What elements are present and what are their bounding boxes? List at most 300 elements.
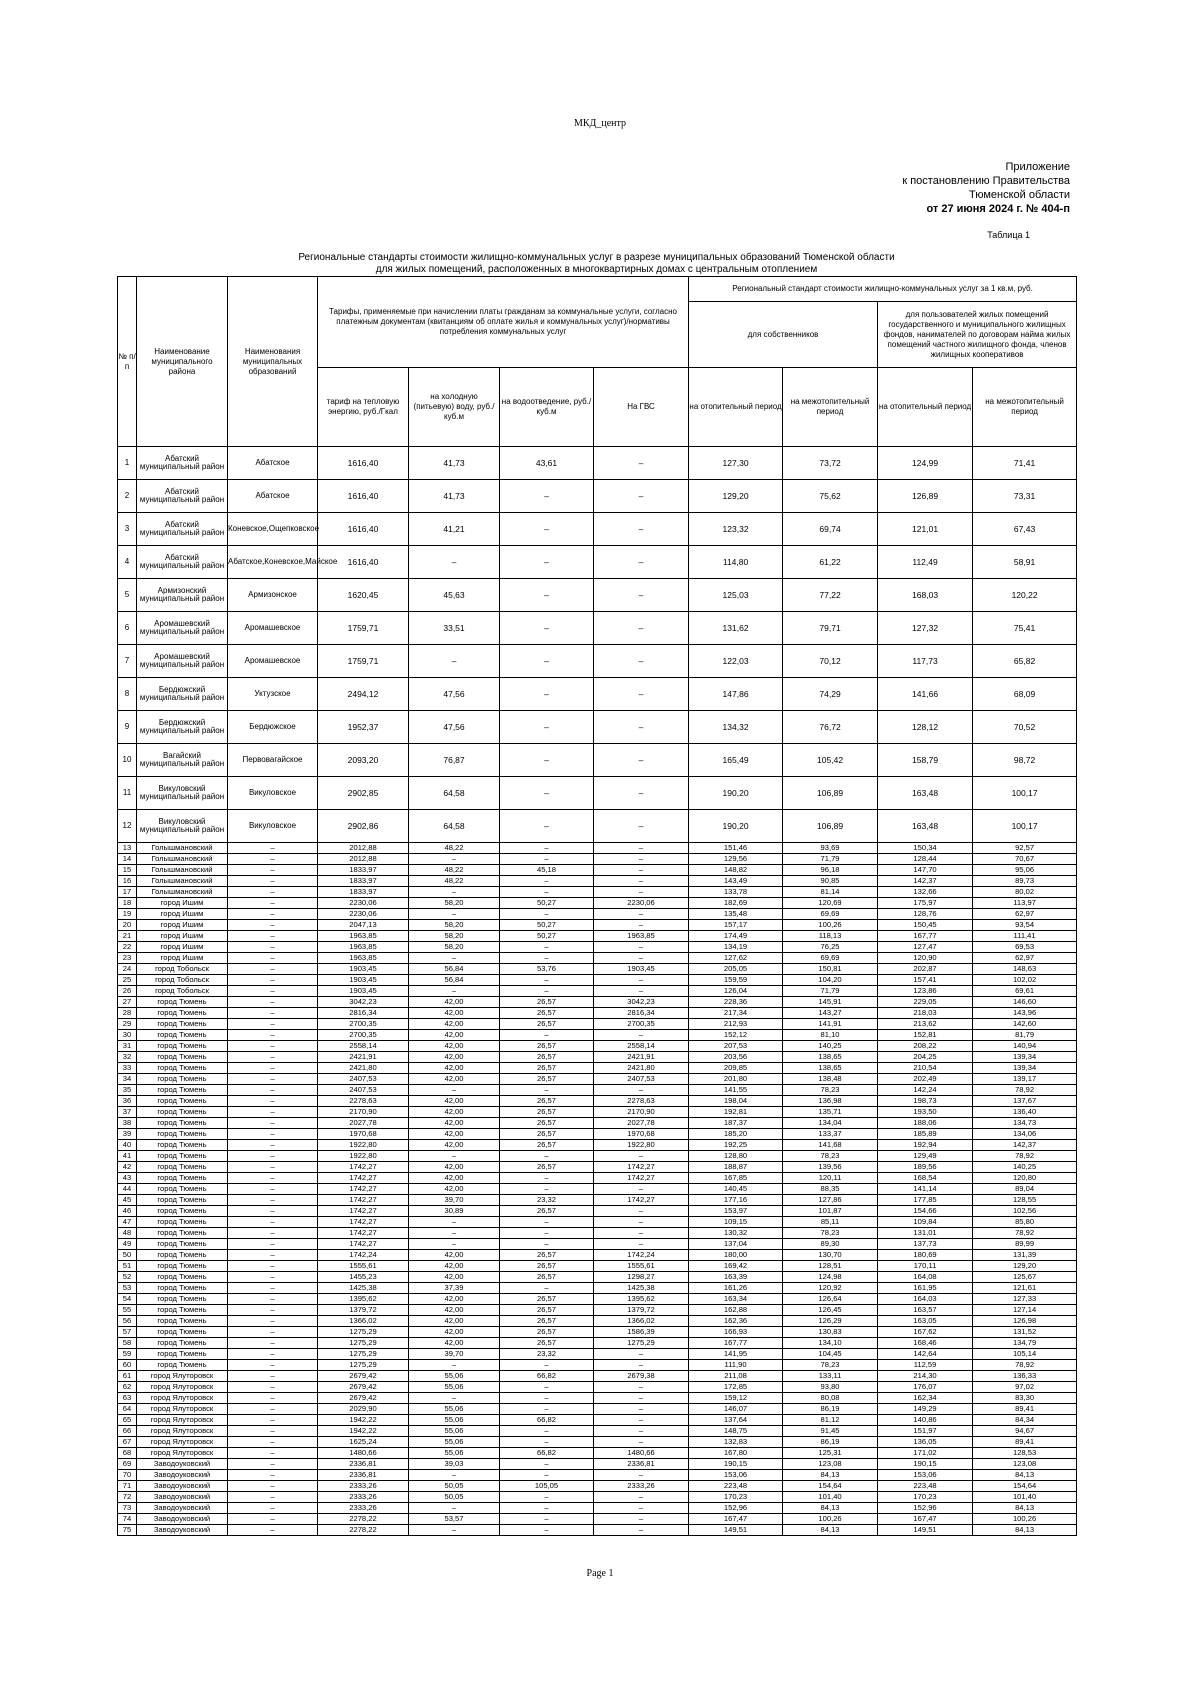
cell-owner-nonheating: 76,72 bbox=[783, 711, 878, 744]
cell-heat: 1742,27 bbox=[318, 1162, 409, 1173]
cell-owner-nonheating: 93,80 bbox=[783, 1382, 878, 1393]
cell-owner-nonheating: 127,86 bbox=[783, 1195, 878, 1206]
cell-num: 68 bbox=[118, 1448, 137, 1459]
cell-num: 36 bbox=[118, 1096, 137, 1107]
cell-hot-water: 1275,29 bbox=[594, 1338, 689, 1349]
cell-heat: 1616,40 bbox=[318, 513, 409, 546]
cell-heat: 1903,45 bbox=[318, 975, 409, 986]
cell-formation: – bbox=[228, 1349, 318, 1360]
cell-tenant-heating: 151,97 bbox=[878, 1426, 973, 1437]
cell-tenant-nonheating: 127,14 bbox=[973, 1305, 1077, 1316]
cell-num: 28 bbox=[118, 1008, 137, 1019]
cell-district: город Тюмень bbox=[137, 997, 228, 1008]
cell-heat: 1275,29 bbox=[318, 1349, 409, 1360]
cell-tenant-heating: 120,90 bbox=[878, 953, 973, 964]
cell-heat: 3042,23 bbox=[318, 997, 409, 1008]
cell-cold-water: 42,00 bbox=[409, 1316, 500, 1327]
cell-formation: Бердюжское bbox=[228, 711, 318, 744]
cell-owner-nonheating: 143,27 bbox=[783, 1008, 878, 1019]
cell-owner-heating: 207,53 bbox=[689, 1041, 783, 1052]
cell-num: 19 bbox=[118, 909, 137, 920]
cell-formation: – bbox=[228, 1206, 318, 1217]
cell-heat: 1759,71 bbox=[318, 645, 409, 678]
cell-cold-water: – bbox=[409, 1228, 500, 1239]
cell-drainage: 26,57 bbox=[500, 1052, 594, 1063]
cell-hot-water: 1963,85 bbox=[594, 931, 689, 942]
page-footer: Page 1 bbox=[586, 1568, 614, 1579]
cell-tenant-nonheating: 84,34 bbox=[973, 1415, 1077, 1426]
cell-heat: 1742,24 bbox=[318, 1250, 409, 1261]
cell-tenant-heating: 117,73 bbox=[878, 645, 973, 678]
cell-heat: 1742,27 bbox=[318, 1195, 409, 1206]
cell-tenant-nonheating: 73,31 bbox=[973, 480, 1077, 513]
cell-tenant-heating: 163,57 bbox=[878, 1305, 973, 1316]
cell-tenant-heating: 192,94 bbox=[878, 1140, 973, 1151]
cell-formation: – bbox=[228, 1195, 318, 1206]
table-row bbox=[118, 810, 1077, 843]
cell-heat: 1275,29 bbox=[318, 1338, 409, 1349]
cell-owner-heating: 223,48 bbox=[689, 1481, 783, 1492]
cell-tenant-nonheating: 100,26 bbox=[973, 1514, 1077, 1525]
cell-owner-nonheating: 71,79 bbox=[783, 986, 878, 997]
cell-owner-heating: 137,64 bbox=[689, 1415, 783, 1426]
cell-tenant-nonheating: 142,60 bbox=[973, 1019, 1077, 1030]
appendix-line-4: от 27 июня 2024 г. № 404-п bbox=[926, 203, 1070, 215]
cell-tenant-nonheating: 89,73 bbox=[973, 876, 1077, 887]
cell-heat: 2230,06 bbox=[318, 898, 409, 909]
cell-formation: – bbox=[228, 931, 318, 942]
cell-cold-water: 42,00 bbox=[409, 1041, 500, 1052]
cell-tenant-nonheating: 142,37 bbox=[973, 1140, 1077, 1151]
cell-num: 43 bbox=[118, 1173, 137, 1184]
cell-tenant-heating: 152,81 bbox=[878, 1030, 973, 1041]
cell-hot-water: 1903,45 bbox=[594, 964, 689, 975]
table-row bbox=[118, 744, 1077, 777]
cell-owner-nonheating: 93,69 bbox=[783, 843, 878, 854]
cell-tenant-heating: 128,44 bbox=[878, 854, 973, 865]
cell-district: город Ишим bbox=[137, 920, 228, 931]
cell-formation: Абатское bbox=[228, 480, 318, 513]
cell-drainage: – bbox=[500, 1173, 594, 1184]
table-row bbox=[118, 887, 1077, 898]
cell-num: 65 bbox=[118, 1415, 137, 1426]
cell-heat: 2170,90 bbox=[318, 1107, 409, 1118]
cell-formation: – bbox=[228, 1459, 318, 1470]
cell-drainage: 26,57 bbox=[500, 1305, 594, 1316]
cell-hot-water: – bbox=[594, 986, 689, 997]
cell-drainage: – bbox=[500, 1239, 594, 1250]
cell-num: 39 bbox=[118, 1129, 137, 1140]
cell-cold-water: 48,22 bbox=[409, 865, 500, 876]
cell-owner-heating: 141,95 bbox=[689, 1349, 783, 1360]
cell-owner-heating: 163,34 bbox=[689, 1294, 783, 1305]
cell-drainage: – bbox=[500, 777, 594, 810]
cell-formation: Аромашевское bbox=[228, 612, 318, 645]
cell-owner-heating: 166,93 bbox=[689, 1327, 783, 1338]
cell-drainage: 26,57 bbox=[500, 1019, 594, 1030]
table-row bbox=[118, 997, 1077, 1008]
cell-drainage: – bbox=[500, 711, 594, 744]
cell-cold-water: 55,06 bbox=[409, 1404, 500, 1415]
col-header-tariffs-group: Тарифы, применяемые при начислении платы гражданам за коммунальные услуги, согласно платежным документам (квитанциям об оплате жилья и коммунальных услуг)/нормативы потребления коммунальных услуг bbox=[318, 277, 689, 368]
cell-hot-water: 1555,61 bbox=[594, 1261, 689, 1272]
table-row bbox=[118, 1371, 1077, 1382]
cell-owner-nonheating: 125,31 bbox=[783, 1448, 878, 1459]
cell-num: 49 bbox=[118, 1239, 137, 1250]
cell-cold-water: 42,00 bbox=[409, 1118, 500, 1129]
cell-drainage: – bbox=[500, 1437, 594, 1448]
cell-owner-nonheating: 126,29 bbox=[783, 1316, 878, 1327]
cell-num: 74 bbox=[118, 1514, 137, 1525]
cell-heat: 2679,42 bbox=[318, 1393, 409, 1404]
cell-hot-water: – bbox=[594, 1206, 689, 1217]
cell-cold-water: 42,00 bbox=[409, 1096, 500, 1107]
cell-tenant-heating: 167,77 bbox=[878, 931, 973, 942]
cell-tenant-nonheating: 78,92 bbox=[973, 1360, 1077, 1371]
cell-tenant-nonheating: 120,80 bbox=[973, 1173, 1077, 1184]
cell-district: Армизонский муниципальный район bbox=[137, 579, 228, 612]
cell-tenant-heating: 127,47 bbox=[878, 942, 973, 953]
cell-tenant-heating: 150,34 bbox=[878, 843, 973, 854]
cell-owner-heating: 149,51 bbox=[689, 1525, 783, 1536]
cell-district: город Тюмень bbox=[137, 1217, 228, 1228]
col-header-tenant-nonheating: на межотопительный период bbox=[973, 368, 1077, 447]
cell-hot-water: 2230,06 bbox=[594, 898, 689, 909]
cell-hot-water: – bbox=[594, 447, 689, 480]
table-row bbox=[118, 1261, 1077, 1272]
cell-cold-water: – bbox=[409, 1239, 500, 1250]
cell-cold-water: 53,57 bbox=[409, 1514, 500, 1525]
cell-district: город Ялуторовск bbox=[137, 1448, 228, 1459]
cell-cold-water: – bbox=[409, 854, 500, 865]
cell-drainage: – bbox=[500, 579, 594, 612]
table-row bbox=[118, 1041, 1077, 1052]
cell-heat: 2700,35 bbox=[318, 1030, 409, 1041]
col-header-num: № п/п bbox=[118, 277, 137, 447]
cell-owner-nonheating: 130,70 bbox=[783, 1250, 878, 1261]
cell-hot-water: – bbox=[594, 876, 689, 887]
cell-heat: 1963,85 bbox=[318, 942, 409, 953]
cell-district: город Тюмень bbox=[137, 1206, 228, 1217]
cell-formation: – bbox=[228, 986, 318, 997]
cell-owner-heating: 131,62 bbox=[689, 612, 783, 645]
cell-cold-water: 42,00 bbox=[409, 1305, 500, 1316]
cell-drainage: – bbox=[500, 975, 594, 986]
cell-formation: – bbox=[228, 1052, 318, 1063]
cell-formation: – bbox=[228, 1283, 318, 1294]
cell-owner-heating: 151,46 bbox=[689, 843, 783, 854]
cell-owner-heating: 205,05 bbox=[689, 964, 783, 975]
table-row bbox=[118, 1195, 1077, 1206]
cell-formation: Уктузское bbox=[228, 678, 318, 711]
cell-tenant-heating: 167,62 bbox=[878, 1327, 973, 1338]
cell-district: город Ишим bbox=[137, 953, 228, 964]
cell-district: город Тюмень bbox=[137, 1327, 228, 1338]
cell-cold-water: 42,00 bbox=[409, 1052, 500, 1063]
cell-owner-nonheating: 100,26 bbox=[783, 920, 878, 931]
cell-tenant-nonheating: 84,13 bbox=[973, 1470, 1077, 1481]
cell-owner-nonheating: 73,72 bbox=[783, 447, 878, 480]
cell-heat: 1942,22 bbox=[318, 1415, 409, 1426]
cell-district: Заводоуковский bbox=[137, 1470, 228, 1481]
cell-heat: 2902,86 bbox=[318, 810, 409, 843]
cell-tenant-heating: 161,95 bbox=[878, 1283, 973, 1294]
cell-tenant-nonheating: 84,13 bbox=[973, 1525, 1077, 1536]
cell-tenant-nonheating: 102,02 bbox=[973, 975, 1077, 986]
cell-owner-nonheating: 78,23 bbox=[783, 1085, 878, 1096]
cell-heat: 1616,40 bbox=[318, 480, 409, 513]
cell-owner-heating: 129,56 bbox=[689, 854, 783, 865]
cell-tenant-heating: 163,48 bbox=[878, 777, 973, 810]
cell-formation: Викуловское bbox=[228, 777, 318, 810]
cell-cold-water: – bbox=[409, 1217, 500, 1228]
cell-owner-nonheating: 86,19 bbox=[783, 1404, 878, 1415]
cell-tenant-nonheating: 139,34 bbox=[973, 1063, 1077, 1074]
cell-district: Голышмановский bbox=[137, 876, 228, 887]
cell-drainage: 66,82 bbox=[500, 1448, 594, 1459]
cell-cold-water: 56,84 bbox=[409, 964, 500, 975]
table-row bbox=[118, 1360, 1077, 1371]
cell-owner-heating: 192,81 bbox=[689, 1107, 783, 1118]
cell-hot-water: 2679,38 bbox=[594, 1371, 689, 1382]
cell-owner-nonheating: 150,81 bbox=[783, 964, 878, 975]
cell-heat: 1922,80 bbox=[318, 1140, 409, 1151]
cell-drainage: 26,57 bbox=[500, 1261, 594, 1272]
cell-formation: – bbox=[228, 953, 318, 964]
cell-num: 57 bbox=[118, 1327, 137, 1338]
cell-drainage: – bbox=[500, 909, 594, 920]
cell-formation: – bbox=[228, 1272, 318, 1283]
cell-heat: 2012,88 bbox=[318, 854, 409, 865]
cell-owner-heating: 146,07 bbox=[689, 1404, 783, 1415]
cell-num: 40 bbox=[118, 1140, 137, 1151]
cell-owner-nonheating: 134,04 bbox=[783, 1118, 878, 1129]
cell-heat: 1759,71 bbox=[318, 612, 409, 645]
table-row bbox=[118, 942, 1077, 953]
cell-owner-nonheating: 139,56 bbox=[783, 1162, 878, 1173]
cell-formation: – bbox=[228, 1184, 318, 1195]
cell-drainage: – bbox=[500, 1503, 594, 1514]
table-row bbox=[118, 546, 1077, 579]
tariff-table bbox=[117, 276, 1077, 1536]
sheet-name-header: МКД_центр bbox=[573, 118, 627, 129]
cell-cold-water: 42,00 bbox=[409, 1019, 500, 1030]
cell-formation: – bbox=[228, 1162, 318, 1173]
table-row bbox=[118, 920, 1077, 931]
table-row bbox=[118, 854, 1077, 865]
cell-tenant-heating: 127,32 bbox=[878, 612, 973, 645]
cell-heat: 1742,27 bbox=[318, 1184, 409, 1195]
cell-district: город Тюмень bbox=[137, 1063, 228, 1074]
cell-hot-water: 1970,68 bbox=[594, 1129, 689, 1140]
cell-tenant-nonheating: 75,41 bbox=[973, 612, 1077, 645]
cell-tenant-nonheating: 68,09 bbox=[973, 678, 1077, 711]
cell-num: 29 bbox=[118, 1019, 137, 1030]
cell-tenant-nonheating: 67,43 bbox=[973, 513, 1077, 546]
cell-hot-water: – bbox=[594, 920, 689, 931]
cell-drainage: – bbox=[500, 1514, 594, 1525]
cell-cold-water: 42,00 bbox=[409, 1074, 500, 1085]
cell-hot-water: – bbox=[594, 1030, 689, 1041]
cell-drainage: 26,57 bbox=[500, 1107, 594, 1118]
cell-drainage: 26,57 bbox=[500, 1008, 594, 1019]
table-row bbox=[118, 777, 1077, 810]
cell-tenant-heating: 168,54 bbox=[878, 1173, 973, 1184]
cell-cold-water: – bbox=[409, 645, 500, 678]
cell-district: Заводоуковский bbox=[137, 1525, 228, 1536]
cell-drainage: 26,57 bbox=[500, 1129, 594, 1140]
cell-drainage: 66,82 bbox=[500, 1415, 594, 1426]
cell-owner-nonheating: 104,45 bbox=[783, 1349, 878, 1360]
cell-heat: 1952,37 bbox=[318, 711, 409, 744]
cell-num: 50 bbox=[118, 1250, 137, 1261]
cell-district: город Ишим bbox=[137, 942, 228, 953]
cell-num: 70 bbox=[118, 1470, 137, 1481]
table-row bbox=[118, 1206, 1077, 1217]
cell-tenant-nonheating: 111,41 bbox=[973, 931, 1077, 942]
cell-hot-water: – bbox=[594, 843, 689, 854]
cell-formation: Абатское,Коневское,Майское bbox=[228, 546, 318, 579]
table-row bbox=[118, 1019, 1077, 1030]
cell-hot-water: – bbox=[594, 887, 689, 898]
cell-drainage: – bbox=[500, 744, 594, 777]
cell-cold-water: – bbox=[409, 1360, 500, 1371]
cell-owner-nonheating: 75,62 bbox=[783, 480, 878, 513]
table-row bbox=[118, 898, 1077, 909]
cell-drainage: 26,57 bbox=[500, 1316, 594, 1327]
cell-hot-water: 1922,80 bbox=[594, 1140, 689, 1151]
cell-tenant-nonheating: 139,17 bbox=[973, 1074, 1077, 1085]
cell-tenant-nonheating: 78,92 bbox=[973, 1085, 1077, 1096]
table-row bbox=[118, 876, 1077, 887]
cell-tenant-nonheating: 92,57 bbox=[973, 843, 1077, 854]
cell-owner-nonheating: 84,13 bbox=[783, 1503, 878, 1514]
cell-hot-water: 1742,27 bbox=[594, 1162, 689, 1173]
table-row bbox=[118, 1294, 1077, 1305]
cell-district: город Тюмень bbox=[137, 1162, 228, 1173]
cell-tenant-heating: 129,49 bbox=[878, 1151, 973, 1162]
cell-drainage: – bbox=[500, 810, 594, 843]
table-row bbox=[118, 1250, 1077, 1261]
cell-heat: 1620,45 bbox=[318, 579, 409, 612]
cell-owner-nonheating: 140,25 bbox=[783, 1041, 878, 1052]
cell-num: 1 bbox=[118, 447, 137, 480]
cell-formation: – bbox=[228, 1030, 318, 1041]
cell-owner-heating: 109,15 bbox=[689, 1217, 783, 1228]
cell-cold-water: 42,00 bbox=[409, 1063, 500, 1074]
cell-drainage: 66,82 bbox=[500, 1371, 594, 1382]
cell-owner-nonheating: 86,19 bbox=[783, 1437, 878, 1448]
cell-num: 35 bbox=[118, 1085, 137, 1096]
cell-hot-water: – bbox=[594, 1349, 689, 1360]
cell-hot-water: – bbox=[594, 546, 689, 579]
cell-drainage: 53,76 bbox=[500, 964, 594, 975]
cell-tenant-heating: 208,22 bbox=[878, 1041, 973, 1052]
cell-tenant-nonheating: 129,20 bbox=[973, 1261, 1077, 1272]
cell-drainage: – bbox=[500, 887, 594, 898]
cell-cold-water: 76,87 bbox=[409, 744, 500, 777]
cell-heat: 1942,22 bbox=[318, 1426, 409, 1437]
cell-num: 52 bbox=[118, 1272, 137, 1283]
cell-tenant-heating: 131,01 bbox=[878, 1228, 973, 1239]
cell-cold-water: 48,22 bbox=[409, 876, 500, 887]
cell-cold-water: 58,20 bbox=[409, 920, 500, 931]
table-row bbox=[118, 843, 1077, 854]
cell-heat: 2679,42 bbox=[318, 1382, 409, 1393]
cell-tenant-nonheating: 65,82 bbox=[973, 645, 1077, 678]
cell-district: город Тюмень bbox=[137, 1316, 228, 1327]
cell-owner-heating: 152,12 bbox=[689, 1030, 783, 1041]
cell-drainage: 26,57 bbox=[500, 1338, 594, 1349]
cell-district: город Тюмень bbox=[137, 1360, 228, 1371]
cell-hot-water: 2558,14 bbox=[594, 1041, 689, 1052]
cell-tenant-heating: 177,85 bbox=[878, 1195, 973, 1206]
cell-owner-heating: 180,00 bbox=[689, 1250, 783, 1261]
table-row bbox=[118, 579, 1077, 612]
cell-drainage: – bbox=[500, 480, 594, 513]
cell-hot-water: – bbox=[594, 645, 689, 678]
cell-cold-water: 42,00 bbox=[409, 1272, 500, 1283]
cell-owner-nonheating: 138,65 bbox=[783, 1063, 878, 1074]
cell-district: город Тюмень bbox=[137, 1041, 228, 1052]
cell-drainage: – bbox=[500, 1184, 594, 1195]
cell-district: город Тюмень bbox=[137, 1294, 228, 1305]
cell-formation: – bbox=[228, 1514, 318, 1525]
cell-owner-heating: 148,75 bbox=[689, 1426, 783, 1437]
cell-tenant-nonheating: 137,67 bbox=[973, 1096, 1077, 1107]
cell-tenant-nonheating: 70,67 bbox=[973, 854, 1077, 865]
cell-owner-nonheating: 78,23 bbox=[783, 1151, 878, 1162]
cell-hot-water: – bbox=[594, 942, 689, 953]
cell-num: 67 bbox=[118, 1437, 137, 1448]
cell-owner-nonheating: 81,10 bbox=[783, 1030, 878, 1041]
cell-district: город Ялуторовск bbox=[137, 1371, 228, 1382]
cell-tenant-heating: 170,23 bbox=[878, 1492, 973, 1503]
title-line-2: для жилых помещений, расположенных в многоквартирных домах с центральным отоплением bbox=[375, 264, 818, 275]
cell-owner-heating: 129,20 bbox=[689, 480, 783, 513]
cell-heat: 1395,62 bbox=[318, 1294, 409, 1305]
cell-tenant-nonheating: 89,41 bbox=[973, 1437, 1077, 1448]
cell-drainage: – bbox=[500, 1217, 594, 1228]
cell-tenant-nonheating: 140,94 bbox=[973, 1041, 1077, 1052]
cell-district: Абатский муниципальный район bbox=[137, 513, 228, 546]
cell-district: Абатский муниципальный район bbox=[137, 447, 228, 480]
cell-owner-nonheating: 134,10 bbox=[783, 1338, 878, 1349]
cell-cold-water: – bbox=[409, 1393, 500, 1404]
cell-district: город Тюмень bbox=[137, 1272, 228, 1283]
cell-tenant-nonheating: 127,33 bbox=[973, 1294, 1077, 1305]
cell-formation: – bbox=[228, 1228, 318, 1239]
cell-drainage: – bbox=[500, 953, 594, 964]
cell-owner-heating: 125,03 bbox=[689, 579, 783, 612]
cell-owner-nonheating: 141,68 bbox=[783, 1140, 878, 1151]
cell-tenant-nonheating: 95,06 bbox=[973, 865, 1077, 876]
cell-formation: – bbox=[228, 1151, 318, 1162]
cell-owner-heating: 188,87 bbox=[689, 1162, 783, 1173]
cell-heat: 1275,29 bbox=[318, 1360, 409, 1371]
cell-tenant-nonheating: 136,33 bbox=[973, 1371, 1077, 1382]
cell-drainage: – bbox=[500, 942, 594, 953]
cell-owner-heating: 165,49 bbox=[689, 744, 783, 777]
cell-district: город Ялуторовск bbox=[137, 1426, 228, 1437]
cell-owner-heating: 127,62 bbox=[689, 953, 783, 964]
cell-hot-water: – bbox=[594, 1415, 689, 1426]
cell-cold-water: 58,20 bbox=[409, 931, 500, 942]
cell-drainage: 26,57 bbox=[500, 1096, 594, 1107]
cell-district: Абатский муниципальный район bbox=[137, 546, 228, 579]
cell-tenant-nonheating: 100,17 bbox=[973, 810, 1077, 843]
table-row bbox=[118, 1140, 1077, 1151]
